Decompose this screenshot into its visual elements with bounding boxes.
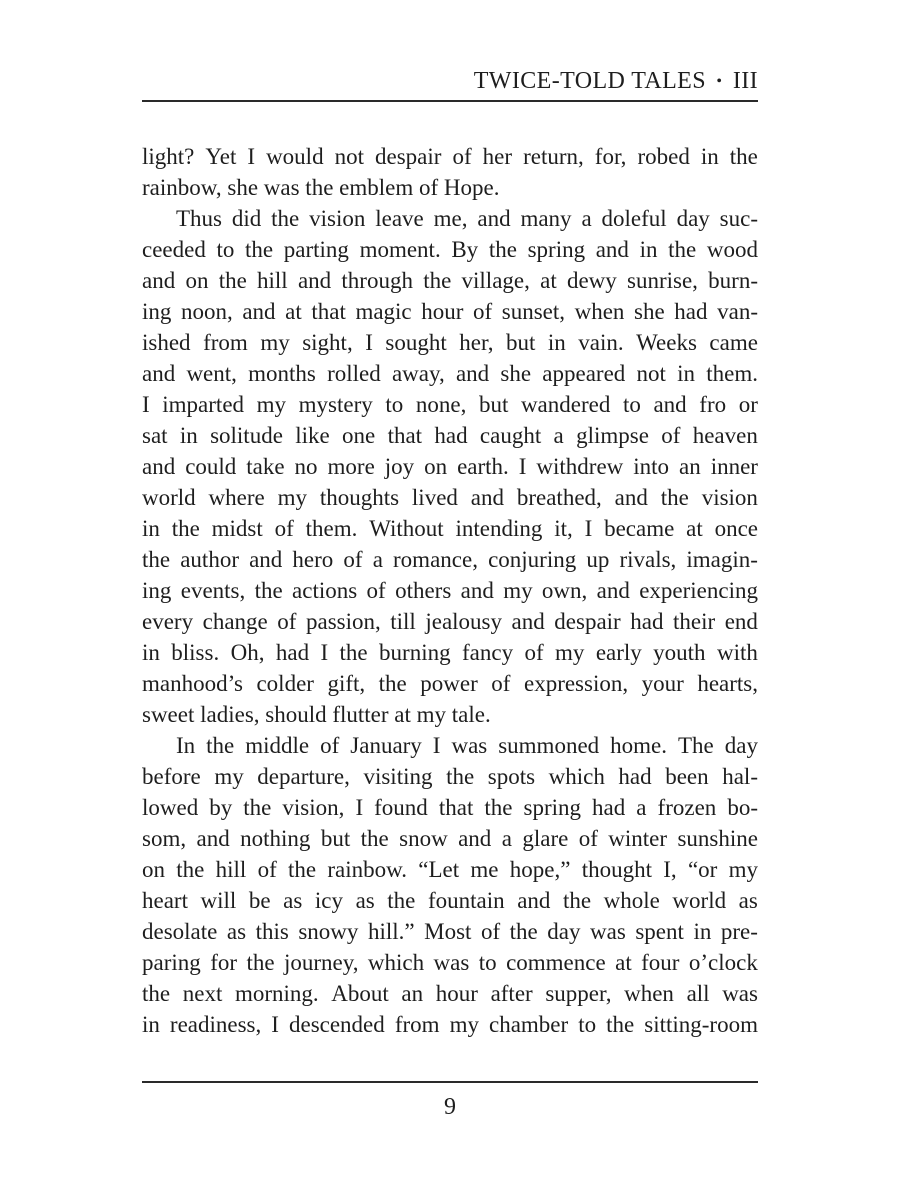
header-rule bbox=[142, 100, 758, 102]
text-line: desolate as this snowy hill.” Most of the day was spent in pre- bbox=[142, 919, 758, 944]
text-line: every change of passion, till jealousy and despair had their end bbox=[142, 609, 758, 634]
text-line: in bliss. Oh, had I the burning fancy of my early youth with bbox=[142, 640, 758, 665]
book-title: TWICE-TOLD TALES bbox=[473, 68, 706, 94]
text-line: rainbow, she was the emblem of Hope. bbox=[142, 175, 500, 200]
text-line: I imparted my mystery to none, but wandered to and fro or bbox=[142, 392, 758, 417]
text-line: and could take no more joy on earth. I withdrew into an inner bbox=[142, 454, 758, 479]
text-line: light? Yet I would not despair of her return, for, robed in the bbox=[142, 144, 758, 169]
footer-rule bbox=[142, 1081, 758, 1083]
text-line: lowed by the vision, I found that the spring had a frozen bo- bbox=[142, 795, 758, 820]
body-text bbox=[142, 141, 758, 1040]
text-line: in readiness, I descended from my chamber to the sitting-room bbox=[142, 1012, 758, 1037]
text-line: sweet ladies, should flutter at my tale. bbox=[142, 702, 491, 727]
text-line: and went, months rolled away, and she appeared not in them. bbox=[142, 361, 758, 386]
part-numeral: III bbox=[732, 68, 758, 94]
text-line: ished from my sight, I sought her, but in vain. Weeks came bbox=[142, 330, 758, 355]
text-line: on the hill of the rainbow. “Let me hope,” thought I, “or my bbox=[142, 857, 758, 882]
text-line: ing events, the actions of others and my own, and experiencing bbox=[142, 578, 758, 603]
text-line: the next morning. About an hour after supper, when all was bbox=[142, 981, 758, 1006]
text-line: ing noon, and at that magic hour of sunset, when she had van- bbox=[142, 299, 758, 324]
page-number: 9 bbox=[444, 1094, 456, 1120]
text-line: paring for the journey, which was to commence at four o’clock bbox=[142, 950, 758, 975]
text-line: ceeded to the parting moment. By the spring and in the wood bbox=[142, 237, 758, 262]
text-line: manhood’s colder gift, the power of expression, your hearts, bbox=[142, 671, 758, 696]
header-bullet: • bbox=[716, 73, 723, 90]
text-line: som, and nothing but the snow and a glare of winter sunshine bbox=[142, 826, 758, 851]
running-header bbox=[142, 62, 758, 100]
text-line: and on the hill and through the village, at dewy sunrise, burn- bbox=[142, 268, 758, 293]
text-line: heart will be as icy as the fountain and the whole world as bbox=[142, 888, 758, 913]
text-line: sat in solitude like one that had caught a glimpse of heaven bbox=[142, 423, 758, 448]
text-line: Thus did the vision leave me, and many a doleful day suc- bbox=[176, 206, 758, 231]
text-line: the author and hero of a romance, conjuring up rivals, imagin- bbox=[142, 547, 758, 572]
text-line: in the midst of them. Without intending it, I became at once bbox=[142, 516, 758, 541]
text-line: In the middle of January I was summoned home. The day bbox=[176, 733, 758, 758]
text-line: before my departure, visiting the spots which had been hal- bbox=[142, 764, 758, 789]
text-line: world where my thoughts lived and breathed, and the vision bbox=[142, 485, 758, 510]
